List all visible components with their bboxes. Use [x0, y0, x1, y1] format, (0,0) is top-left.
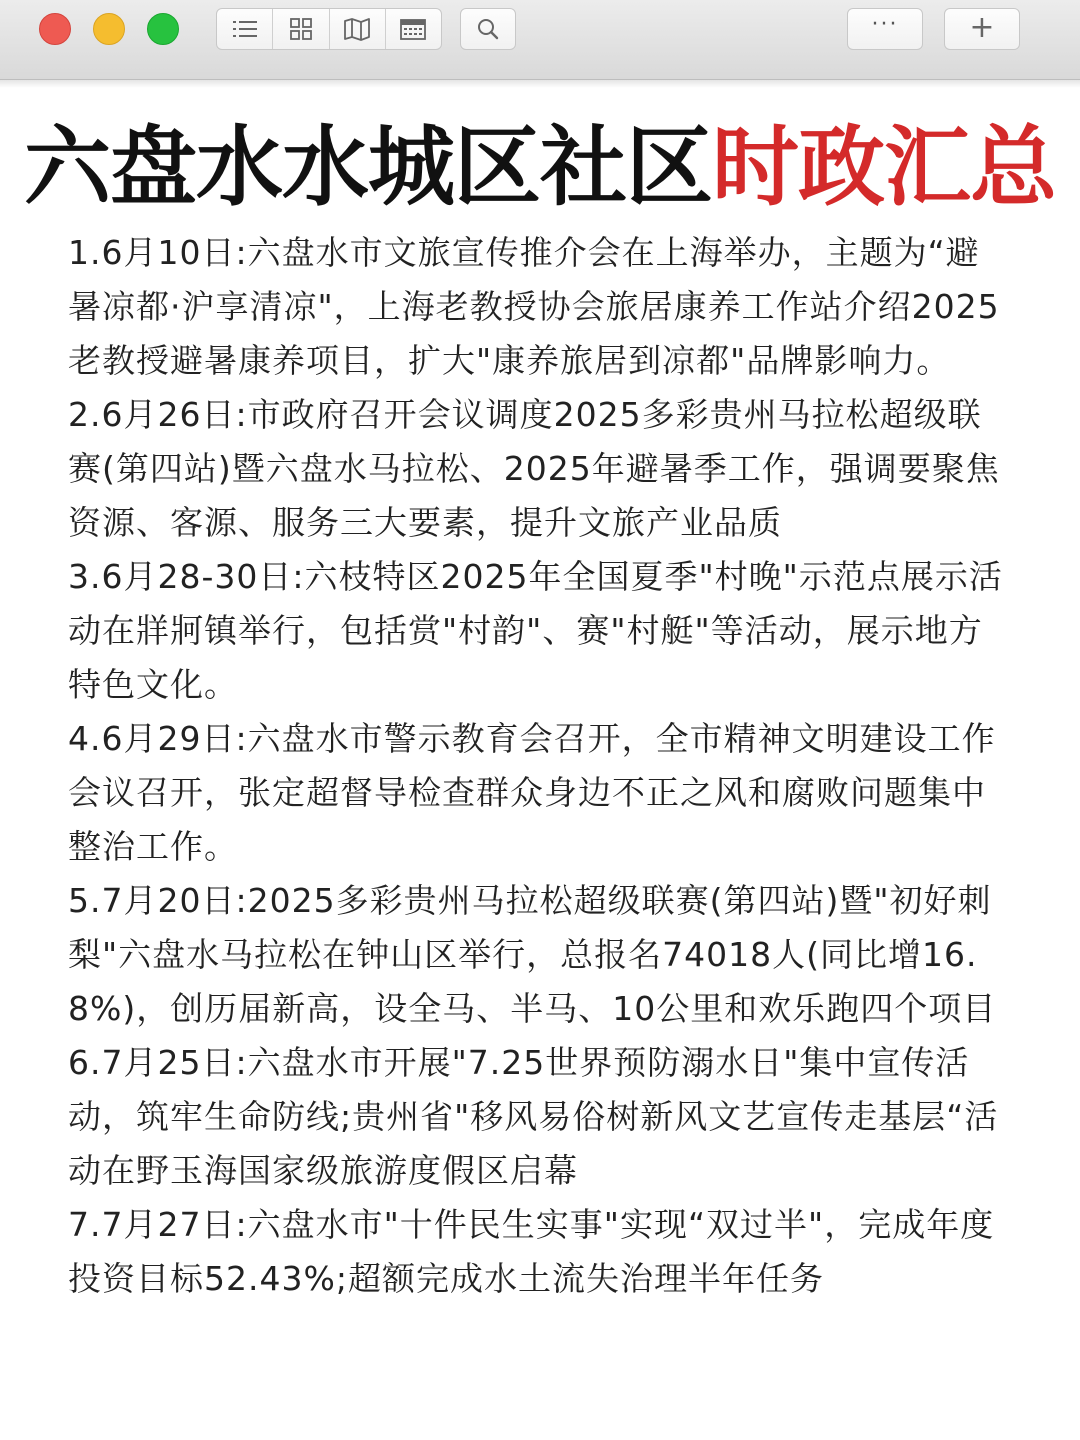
- more-icon: ···: [871, 12, 899, 37]
- close-window-button[interactable]: [39, 13, 71, 45]
- news-item-3: 3.6月28-30日:六枝特区2025年全国夏季"村晚"示范点展示活动在牂牁镇举行，包括赏"村韵"、赛"村艇"等活动，展示地方特色文化。: [68, 557, 1003, 704]
- zoom-window-button[interactable]: [147, 13, 179, 45]
- news-item-4: 4.6月29日:六盘水市警示教育会召开，全市精神文明建设工作会议召开，张定超督导检查群众身边不正之风和腐败问题集中整治工作。: [68, 719, 996, 866]
- window-toolbar: [0, 0, 1080, 80]
- title-red-part: 时政汇总: [712, 116, 1056, 218]
- grid-view-button[interactable]: [273, 9, 329, 49]
- map-view-button[interactable]: [330, 9, 386, 49]
- grid-view-icon: [289, 17, 313, 41]
- map-view-icon: [343, 17, 371, 41]
- news-list: [68, 226, 1013, 1306]
- add-button[interactable]: [944, 8, 1020, 50]
- news-item-7: 7.7月27日:六盘水市"十件民生实事"实现“双过半"，完成年度投资目标52.43%;超额完成水土流失治理半年任务: [68, 1205, 995, 1298]
- list-view-button[interactable]: [217, 9, 273, 49]
- view-mode-segmented-control: [216, 8, 442, 50]
- toolbar-shadow: [0, 80, 1080, 88]
- news-item-5: 5.7月20日:2025多彩贵州马拉松超级联赛(第四站)暨"初好刺梨"六盘水马拉松在钟山区举行，总报名74018人(同比增16.8%)，创历届新高，设全马、半马、10公里和欢乐跑四个项目: [68, 881, 997, 1028]
- search-icon: [476, 17, 500, 41]
- news-item-6: 6.7月25日:六盘水市开展"7.25世界预防溺水日"集中宣传活动，筑牢生命防线;贵州省"移风易俗树新风文艺宣传走基层“活动在野玉海国家级旅游度假区启幕: [68, 1043, 999, 1190]
- more-options-button[interactable]: [847, 8, 923, 50]
- minimize-window-button[interactable]: [93, 13, 125, 45]
- plus-icon: +: [969, 10, 995, 45]
- calendar-view-icon: [399, 17, 427, 41]
- news-item-2: 2.6月26日:市政府召开会议调度2025多彩贵州马拉松超级联赛(第四站)暨六盘水马拉松、2025年避暑季工作，强调要聚焦资源、客源、服务三大要素，提升文旅产业品质: [68, 395, 1000, 542]
- calendar-view-button[interactable]: [386, 9, 441, 49]
- search-button[interactable]: [460, 8, 516, 50]
- title-black-part: 六盘水水城区社区: [24, 116, 712, 218]
- list-view-icon: [231, 18, 259, 40]
- page-title: [0, 112, 1080, 222]
- news-item-1: 1.6月10日:六盘水市文旅宣传推介会在上海举办，主题为“避暑凉都·沪享清凉"，上海老教授协会旅居康养工作站介绍2025老教授避暑康养项目，扩大"康养旅居到凉都"品牌影响力。: [68, 233, 1000, 380]
